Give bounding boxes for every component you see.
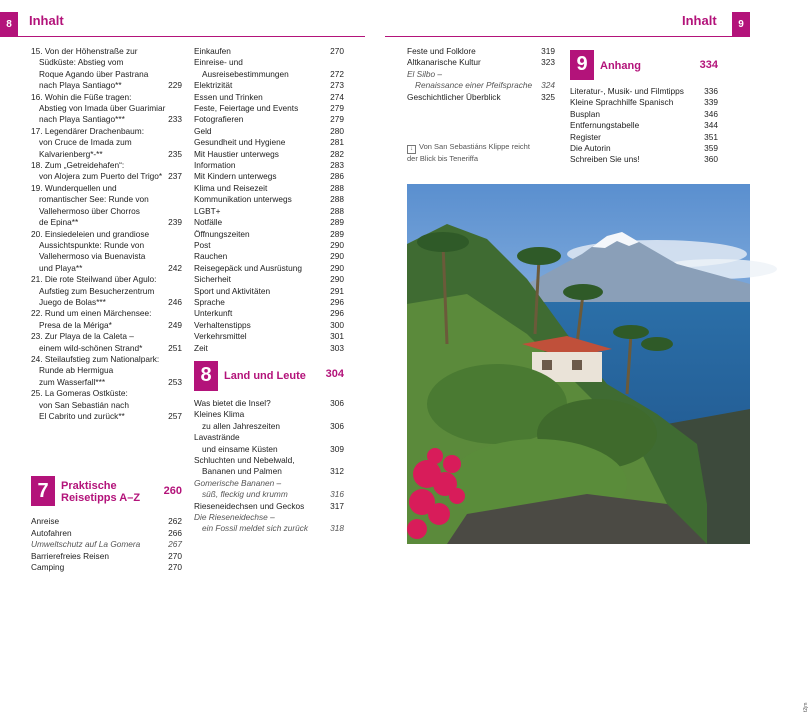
toc-entry-title: Essen und Trinken [194,91,263,102]
toc-entry[interactable] [194,320,344,331]
toc-entry[interactable] [194,478,344,489]
toc-entry[interactable] [31,240,182,251]
toc-entry-page: 253 [168,376,182,387]
toc-entry-title: Presa de la Mériga* [39,319,112,330]
toc-entry-title: Rauchen [194,251,228,262]
toc-entry[interactable] [194,57,344,68]
toc-entry-page: 290 [330,251,344,262]
toc-entry-page: 306 [330,397,344,408]
toc-entry[interactable] [570,120,718,131]
toc-entry[interactable] [31,331,182,342]
toc-entry-page: 274 [330,91,344,102]
toc-entry-page: 257 [168,411,182,421]
toc-entry-title: Umweltschutz auf La Gomera [31,539,141,550]
toc-entry-title: 21. Die rote Steilwand über Agulo: [31,274,157,285]
toc-entry-title: süß, fleckig und krumm [202,489,288,500]
toc-entry-title: Kleines Klima [194,409,245,420]
toc-entry[interactable] [194,455,344,466]
toc-entry-title: Information [194,160,236,171]
toc-entry-page: 229 [168,80,182,91]
toc-entry-page: 306 [330,420,344,431]
toc-entry-title: 20. Einsiedeleien und grandiose [31,228,150,239]
toc-entry[interactable] [31,57,182,68]
toc-entry-title: Feste, Feiertage und Events [194,103,299,114]
toc-entry-title: Literatur-, Musik- und Filmtipps [570,86,684,96]
toc-list-land-leute-cont [407,46,555,103]
toc-entry-page: 266 [168,527,182,538]
toc-entry-page: 290 [330,262,344,273]
arrow-down-icon: ↓ [407,145,416,154]
toc-entry-title: Elektrizität [194,80,233,91]
toc-entry[interactable] [31,274,182,285]
toc-entry-title: von San Sebastián nach [39,399,129,410]
toc-list-anhang [570,86,718,166]
toc-entry-title: Abstieg von Imada über Guarimiar [39,103,166,114]
toc-entry[interactable] [194,69,344,80]
toc-entry-page: 288 [330,205,344,216]
section-title: Anhang [600,60,641,72]
right-header-rule [385,36,750,37]
toc-entry[interactable] [31,551,182,562]
toc-entry-title: Schluchten und Nebelwald, [194,455,295,465]
toc-entry-page: 270 [168,550,182,561]
toc-entry[interactable] [194,171,344,182]
toc-entry-page: 296 [330,296,344,307]
toc-entry-title: Verkehrsmittel [194,331,247,342]
toc-entry-title: Gomerische Bananen – [194,477,282,488]
toc-entry[interactable] [31,206,182,217]
toc-entry-title: 15. Von der Höhenstraße zur [31,46,138,56]
toc-list-reisetipps-cont [194,46,344,354]
toc-entry[interactable] [570,132,718,143]
toc-entry[interactable] [194,80,344,91]
toc-entry-page: 351 [704,131,718,142]
toc-entry[interactable] [31,80,182,91]
left-page-number: 8 [0,12,18,36]
toc-entry-page: 246 [168,296,182,307]
toc-entry-title: Busplan [570,108,600,119]
toc-entry-title: Bananen und Palmen [202,466,282,477]
toc-entry[interactable] [194,512,344,523]
toc-entry-title: Vallehermoso über Chorros [39,205,140,216]
toc-entry-title: Einreise- und [194,57,243,68]
toc-entry[interactable] [407,57,555,68]
toc-entry[interactable] [31,160,182,171]
toc-entry-title: 23. Zur Playa de la Caleta – [31,331,134,342]
toc-entry-title: Reisegepäck und Ausrüstung [194,262,302,273]
toc-entry-page: 296 [330,308,344,319]
toc-entry[interactable] [407,46,555,57]
toc-entry-title: Kalvarienberg*-** [39,148,103,159]
toc-list-land-leute [194,398,344,535]
toc-entry-title: Kleine Sprachhilfe Spanisch [570,97,674,108]
toc-entry-page: 279 [330,114,344,125]
toc-entry-title: El Cabrito und zurück** [39,411,125,421]
toc-entry-title: Geschichtlicher Überblick [407,91,501,102]
toc-entry[interactable] [31,183,182,194]
toc-entry-title: Rieseneidechsen und Geckos [194,500,305,511]
toc-entry-title: von Cruce de Imada zum [39,137,132,148]
toc-entry-page: 291 [330,285,344,296]
toc-entry-title: Klima und Reisezeit [194,182,268,193]
section-number: 7 [31,476,55,506]
toc-entry-title: Altkanarische Kultur [407,57,481,68]
toc-entry-page: 237 [168,171,182,182]
toc-entry[interactable] [31,171,182,182]
toc-entry[interactable] [194,489,344,500]
toc-entry-page: 288 [330,194,344,205]
section-page: 260 [163,485,182,498]
photo-credit: t2jm [803,702,809,712]
toc-entry-title: nach Playa Santiago*** [39,114,125,125]
toc-entry[interactable] [31,92,182,103]
toc-entry-title: Lavastrände [194,432,240,443]
toc-entry-title: 19. Wunderquellen und [31,182,117,193]
toc-entry[interactable] [31,411,182,422]
toc-entry-title: zu allen Jahreszeiten [202,420,280,431]
toc-entry-title: Öffnungszeiten [194,228,250,239]
toc-entry[interactable] [31,137,182,148]
toc-entry-title: 24. Steilaufstieg zum Nationalpark: [31,353,160,364]
toc-entry-page: 270 [330,46,344,56]
toc-entry-title: Fotografieren [194,114,244,125]
left-header-rule [0,36,365,37]
toc-entry[interactable] [194,183,344,194]
section-number: 9 [570,50,594,80]
toc-entry-page: 319 [541,46,555,56]
toc-entry[interactable] [194,297,344,308]
toc-entry[interactable] [194,466,344,477]
toc-entry[interactable] [194,217,344,228]
left-header-title: Inhalt [29,13,64,28]
toc-entry[interactable] [194,432,344,443]
toc-entry[interactable] [31,103,182,114]
toc-entry-title: Was bietet die Insel? [194,397,271,408]
toc-entry[interactable] [194,126,344,137]
toc-entry-page: 317 [330,500,344,511]
toc-entry[interactable] [570,143,718,154]
toc-entry-page: 360 [704,154,718,165]
toc-entry-title: Mit Haustier unterwegs [194,148,279,159]
toc-entry[interactable] [570,109,718,120]
toc-entry-title: Aufstieg zum Besucherzentrum [39,285,155,296]
toc-entry[interactable] [194,114,344,125]
toc-entry-page: 336 [704,86,718,96]
toc-entry[interactable] [194,240,344,251]
toc-entry-title: romantischer See: Runde von [39,194,149,205]
toc-entry-title: Mit Kindern unterwegs [194,171,277,182]
toc-entry[interactable] [407,69,555,80]
toc-entry-title: Anreise [31,516,60,527]
toc-entry-title: Roque Agando über Pastrana [39,68,149,79]
toc-entry-title: Sprache [194,296,225,307]
toc-entry-title: Unterkunft [194,308,233,319]
toc-entry-page: 325 [541,91,555,102]
toc-entry[interactable] [194,421,344,432]
toc-entry[interactable] [407,80,555,91]
toc-entry[interactable] [194,149,344,160]
toc-entry[interactable] [194,501,344,512]
toc-list-walks [31,46,182,422]
toc-entry-title: 18. Zum „Getreidehafen“: [31,160,125,171]
toc-entry[interactable] [194,194,344,205]
toc-entry[interactable] [194,409,344,420]
section-7-heading[interactable] [31,476,182,506]
toc-entry-page: 312 [330,466,344,477]
toc-entry-page: 323 [541,57,555,68]
toc-entry[interactable] [31,388,182,399]
toc-entry-page: 282 [330,148,344,159]
toc-entry-page: 281 [330,137,344,148]
toc-entry-page: 301 [330,331,344,342]
section-number: 8 [194,361,218,391]
toc-entry[interactable] [31,354,182,365]
toc-entry[interactable] [194,286,344,297]
toc-entry[interactable] [31,126,182,137]
toc-entry-title: Die Rieseneidechse – [194,512,275,523]
toc-entry-page: 272 [330,68,344,79]
toc-entry-page: 346 [704,108,718,119]
toc-entry-title: Renaissance einer Pfeifsprache [415,80,533,91]
toc-entry-title: Barrierefreies Reisen [31,550,109,561]
toc-entry[interactable] [31,46,182,57]
toc-entry-page: 316 [330,489,344,500]
toc-entry-title: Juego de Bolas*** [39,296,106,307]
toc-entry-page: 288 [330,182,344,193]
toc-entry-page: 289 [330,228,344,239]
toc-list-reisetipps [31,516,182,573]
toc-entry-title: einem wild-schönen Strand* [39,342,143,353]
toc-entry-title: Schreiben Sie uns! [570,154,640,165]
toc-entry[interactable] [31,229,182,240]
toc-entry-title: Die Autorin [570,143,611,154]
toc-entry-title: von Alojera zum Puerto del Trigo* [39,171,163,182]
toc-entry[interactable] [194,229,344,240]
photo-caption: ↓ Von San Sebastiáns Klippe reicht der Blick bis Teneriffa [407,142,530,163]
toc-entry-title: Geld [194,125,212,136]
toc-entry-title: und einsame Küsten [202,443,278,454]
toc-entry-title: 16. Wohin die Füße tragen: [31,91,132,102]
toc-entry[interactable] [31,562,182,573]
toc-column-3 [407,46,555,103]
toc-entry-title: Notfälle [194,217,223,228]
toc-entry[interactable] [194,444,344,455]
toc-entry-page: 318 [330,523,344,534]
toc-entry-title: Sicherheit [194,274,231,285]
toc-entry-page: 286 [330,171,344,182]
toc-entry-title: Aussichtspunkte: Runde von [39,239,145,250]
toc-column-4 [570,50,718,166]
toc-entry[interactable] [194,523,344,534]
toc-entry-title: Zeit [194,342,208,353]
toc-entry[interactable] [31,194,182,205]
toc-entry-page: 290 [330,274,344,285]
toc-entry[interactable] [194,103,344,114]
toc-entry[interactable] [31,263,182,274]
toc-entry-page: 283 [330,160,344,171]
toc-entry-title: Register [570,131,601,142]
toc-entry[interactable] [194,343,344,354]
toc-entry[interactable] [194,92,344,103]
toc-entry-title: Ausreisebestimmungen [202,68,289,79]
toc-entry-page: 344 [704,120,718,131]
section-9-heading[interactable] [570,50,718,80]
toc-entry-title: Vallehermoso via Buenavista [39,251,146,262]
right-page-number: 9 [732,12,750,36]
toc-entry-title: Runde ab Hermigua [39,365,114,376]
toc-entry-page: 289 [330,217,344,228]
toc-entry-title: Gesundheit und Hygiene [194,137,286,148]
toc-entry[interactable] [31,528,182,539]
toc-entry[interactable] [194,274,344,285]
section-title: Land und Leute [224,369,306,382]
toc-entry-page: 235 [168,148,182,159]
landscape-photo [407,184,809,712]
toc-entry-title: Post [194,239,211,250]
toc-entry[interactable] [31,377,182,388]
toc-entry-page: 242 [168,262,182,273]
toc-entry[interactable] [407,92,555,103]
toc-entry-page: 339 [704,97,718,108]
toc-entry-title: Entfernungstabelle [570,120,640,131]
toc-entry[interactable] [194,331,344,342]
toc-entry-title: Camping [31,562,65,573]
toc-entry[interactable] [31,320,182,331]
toc-entry-page: 359 [704,143,718,154]
toc-entry-page: 324 [541,80,555,91]
toc-entry-page: 233 [168,114,182,125]
toc-entry[interactable] [194,206,344,217]
toc-entry[interactable] [31,251,182,262]
toc-entry[interactable] [31,308,182,319]
toc-entry[interactable] [31,114,182,125]
toc-entry-title: 17. Legendärer Drachenbaum: [31,125,145,136]
toc-entry[interactable] [31,297,182,308]
toc-entry-page: 273 [330,80,344,91]
toc-entry-title: Sport und Aktivitäten [194,285,271,296]
toc-entry-page: 249 [168,319,182,330]
toc-entry-title: Südküste: Abstieg vom [39,57,124,68]
toc-entry-page: 280 [330,125,344,136]
toc-column-2 [194,46,344,535]
toc-entry[interactable] [570,97,718,108]
toc-entry[interactable] [31,217,182,228]
toc-entry[interactable] [194,46,344,57]
toc-entry-page: 300 [330,319,344,330]
section-8-heading[interactable] [194,361,344,391]
toc-entry-title: 25. La Gomeras Ostküste: [31,388,128,399]
toc-entry[interactable] [570,86,718,97]
toc-column-1 [31,46,182,573]
toc-entry-page: 279 [330,103,344,114]
toc-entry[interactable] [31,365,182,376]
toc-entry[interactable] [31,539,182,550]
toc-entry[interactable] [31,343,182,354]
toc-entry-title: Feste und Folklore [407,46,476,56]
toc-entry[interactable] [31,516,182,527]
section-title: Praktische Reisetipps A–Z [61,480,141,505]
toc-entry-page: 309 [330,443,344,454]
right-header-title: Inhalt [682,13,717,28]
toc-entry[interactable] [194,308,344,319]
toc-entry-title: und Playa** [39,262,83,273]
toc-entry-title: de Epina** [39,217,79,228]
toc-entry-page: 270 [168,562,182,573]
toc-entry-title: El Silbo – [407,68,443,79]
toc-entry[interactable] [31,286,182,297]
toc-entry-title: LGBT+ [194,205,221,216]
toc-entry-title: nach Playa Santiago** [39,80,122,91]
toc-entry-title: Kommunikation unterwegs [194,194,292,205]
toc-entry[interactable] [31,400,182,411]
toc-entry[interactable] [194,251,344,262]
toc-entry[interactable] [31,69,182,80]
toc-entry-title: Verhaltenstipps [194,319,251,330]
toc-entry-title: Einkaufen [194,46,231,56]
toc-entry-title: ein Fossil meldet sich zurück [202,523,309,534]
toc-entry[interactable] [194,160,344,171]
toc-entry[interactable] [194,398,344,409]
toc-entry-page: 239 [168,217,182,228]
section-page: 334 [699,59,718,71]
toc-entry-title: Autofahren [31,527,72,538]
toc-entry-page: 251 [168,342,182,353]
toc-entry[interactable] [194,263,344,274]
toc-entry[interactable] [194,137,344,148]
toc-entry[interactable] [570,154,718,165]
toc-entry-title: zum Wasserfall*** [39,376,106,387]
toc-entry-page: 262 [168,516,182,527]
toc-entry-page: 290 [330,239,344,250]
toc-entry-title: 22. Rund um einen Märchensee: [31,308,152,319]
toc-entry[interactable] [31,149,182,160]
toc-entry-page: 303 [330,342,344,353]
photo-illustration [407,184,750,544]
section-page: 304 [325,367,344,380]
toc-entry-page: 267 [168,539,182,550]
